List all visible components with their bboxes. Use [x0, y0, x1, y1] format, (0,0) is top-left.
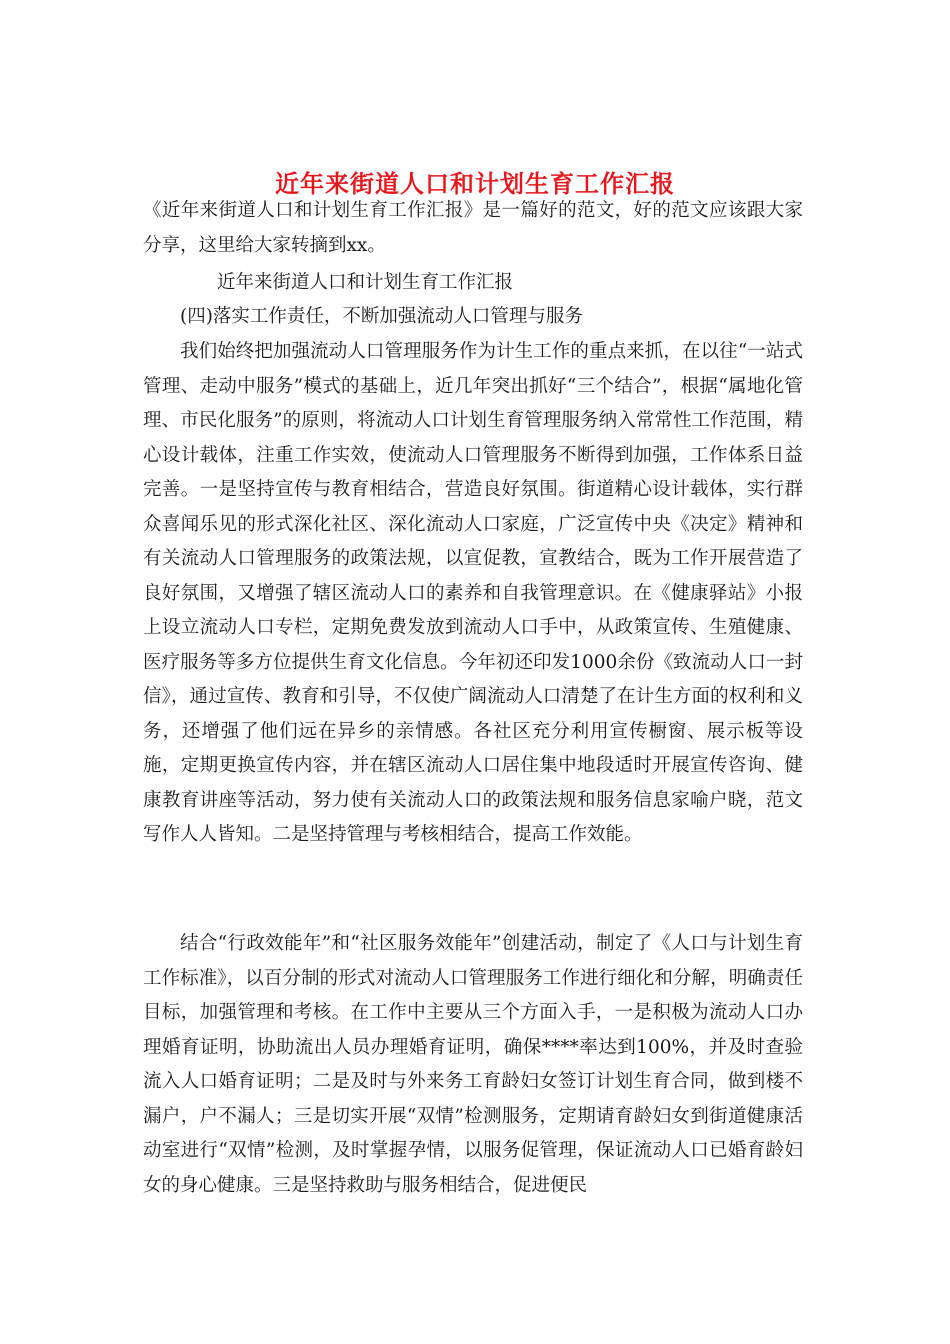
document-title: 近年来街道人口和计划生育工作汇报 — [275, 169, 675, 199]
document-subtitle: 近年来街道人口和计划生育工作汇报 — [217, 272, 514, 293]
section-heading: (四)落实工作责任，不断加强流动人口管理与服务 — [180, 306, 583, 327]
body-paragraph: 结合“行政效能年”和“社区服务效能年”创建活动，制定了《人口与计划生育工作标准》，以百分制的形式对流动人口管理服务工作进行细化和分解，明确责任目标，加强管理和考核。在工作中主要从三个方面入手，一是积极为流动人口办理婚育证明，协助流出人员办理婚育证明，确保****率达到100%，并及时查验流入人口婚育证明；二是及时与外来务工育龄妇女签订计划生育合同，做到楼不漏户，户不漏人；三是切实开展“双情”检测服务，定期请育龄妇女到街道健康活动室进行“双情”检测，及时掌握孕情，以服务促管理，保证流动人口已婚育龄妇女的身心健康。三是坚持救助与服务相结合，促进便民 — [143, 933, 803, 1196]
intro-paragraph: 《近年来街道人口和计划生育工作汇报》是一篇好的范文，好的范文应该跟大家分享，这里给大家转摘到xx。 — [143, 200, 803, 256]
body-paragraph: 我们始终把加强流动人口管理服务作为计生工作的重点来抓，在以往“一站式管理、走动中服务”模式的基础上，近几年突出抓好“三个结合”，根据“属地化管理、市民化服务”的原则，将流动人口计划生育管理服务纳入常常性工作范围，精心设计载体，注重工作实效，使流动人口管理服务不断得到加强，工作体系日益完善。一是坚持宣传与教育相结合，营造良好氛围。街道精心设计载体，实行群众喜闻乐见的形式深化社区、深化流动人口家庭，广泛宣传中央《决定》精神和有关流动人口管理服务的政策法规，以宣促教，宣教结合，既为工作开展营造了良好氛围，又增强了辖区流动人口的素养和自我管理意识。在《健康驿站》小报上设立流动人口专栏，定期免费发放到流动人口手中，从政策宣传、生殖健康、医疗服务等多方位提供生育文化信息。今年初还印发1000余份《致流动人口一封信》，通过宣传、教育和引导，不仅使广阔流动人口清楚了在计生方面的权利和义务，还增强了他们远在异乡的亲情感。各社区充分利用宣传橱窗、展示板等设施，定期更换宣传内容，并在辖区流动人口居住集中地段适时开展宣传咨询、健康教育讲座等活动，努力使有关流动人口的政策法规和服务信息家喻户晓，范文写作人人皆知。二是坚持管理与考核相结合，提高工作效能。 — [143, 341, 803, 845]
